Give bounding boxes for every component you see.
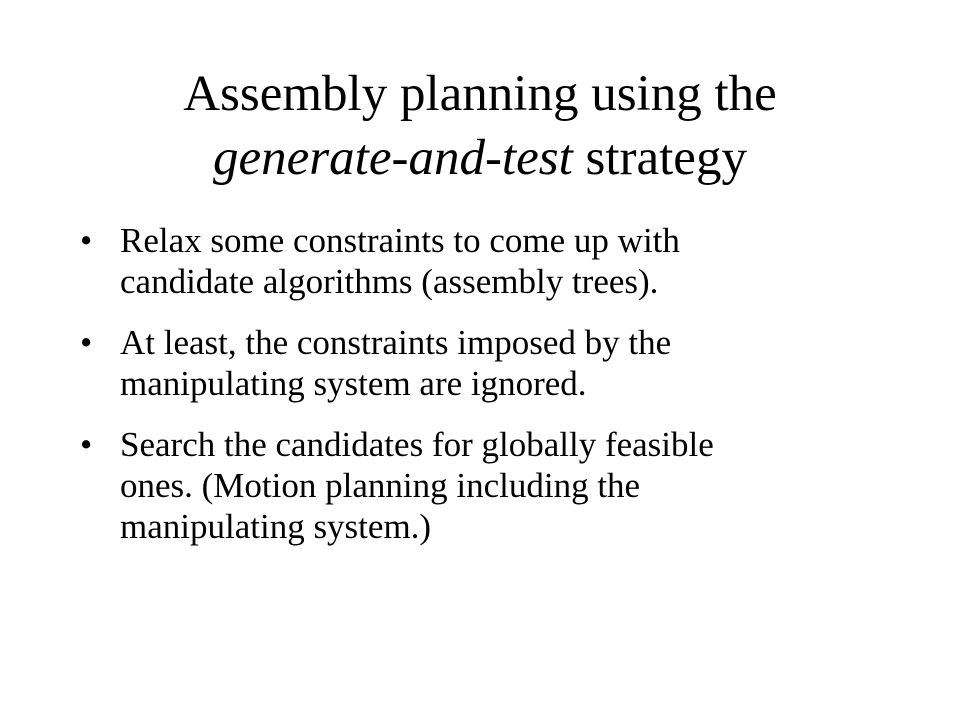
bullet-line: At least, the constraints imposed by the [120, 323, 672, 362]
bullet-line: manipulating system.) [120, 507, 432, 546]
bullet-item [80, 424, 920, 547]
title-line-2 [80, 126, 880, 190]
bullet-text [120, 220, 920, 302]
title-line-2-rest: strategy [572, 130, 747, 186]
bullet-line: Search the candidates for globally feasible [120, 425, 714, 464]
bullet-item [80, 322, 920, 404]
bullet-line: Relax some constraints to come up with [120, 221, 680, 260]
bullet-list [80, 220, 920, 567]
slide-title [80, 62, 880, 190]
bullet-line: manipulating system are ignored. [120, 364, 587, 403]
bullet-marker: • [80, 221, 93, 260]
bullet-line: candidate algorithms (assembly trees). [120, 262, 659, 301]
bullet-marker: • [80, 323, 93, 362]
bullet-line: ones. (Motion planning including the [120, 466, 641, 505]
bullet-text [120, 322, 920, 404]
bullet-text [120, 424, 920, 547]
bullet-item [80, 220, 920, 302]
bullet-marker: • [80, 425, 93, 464]
title-line-1: Assembly planning using the [183, 66, 777, 122]
title-italic-phrase: generate-and-test [213, 130, 573, 186]
